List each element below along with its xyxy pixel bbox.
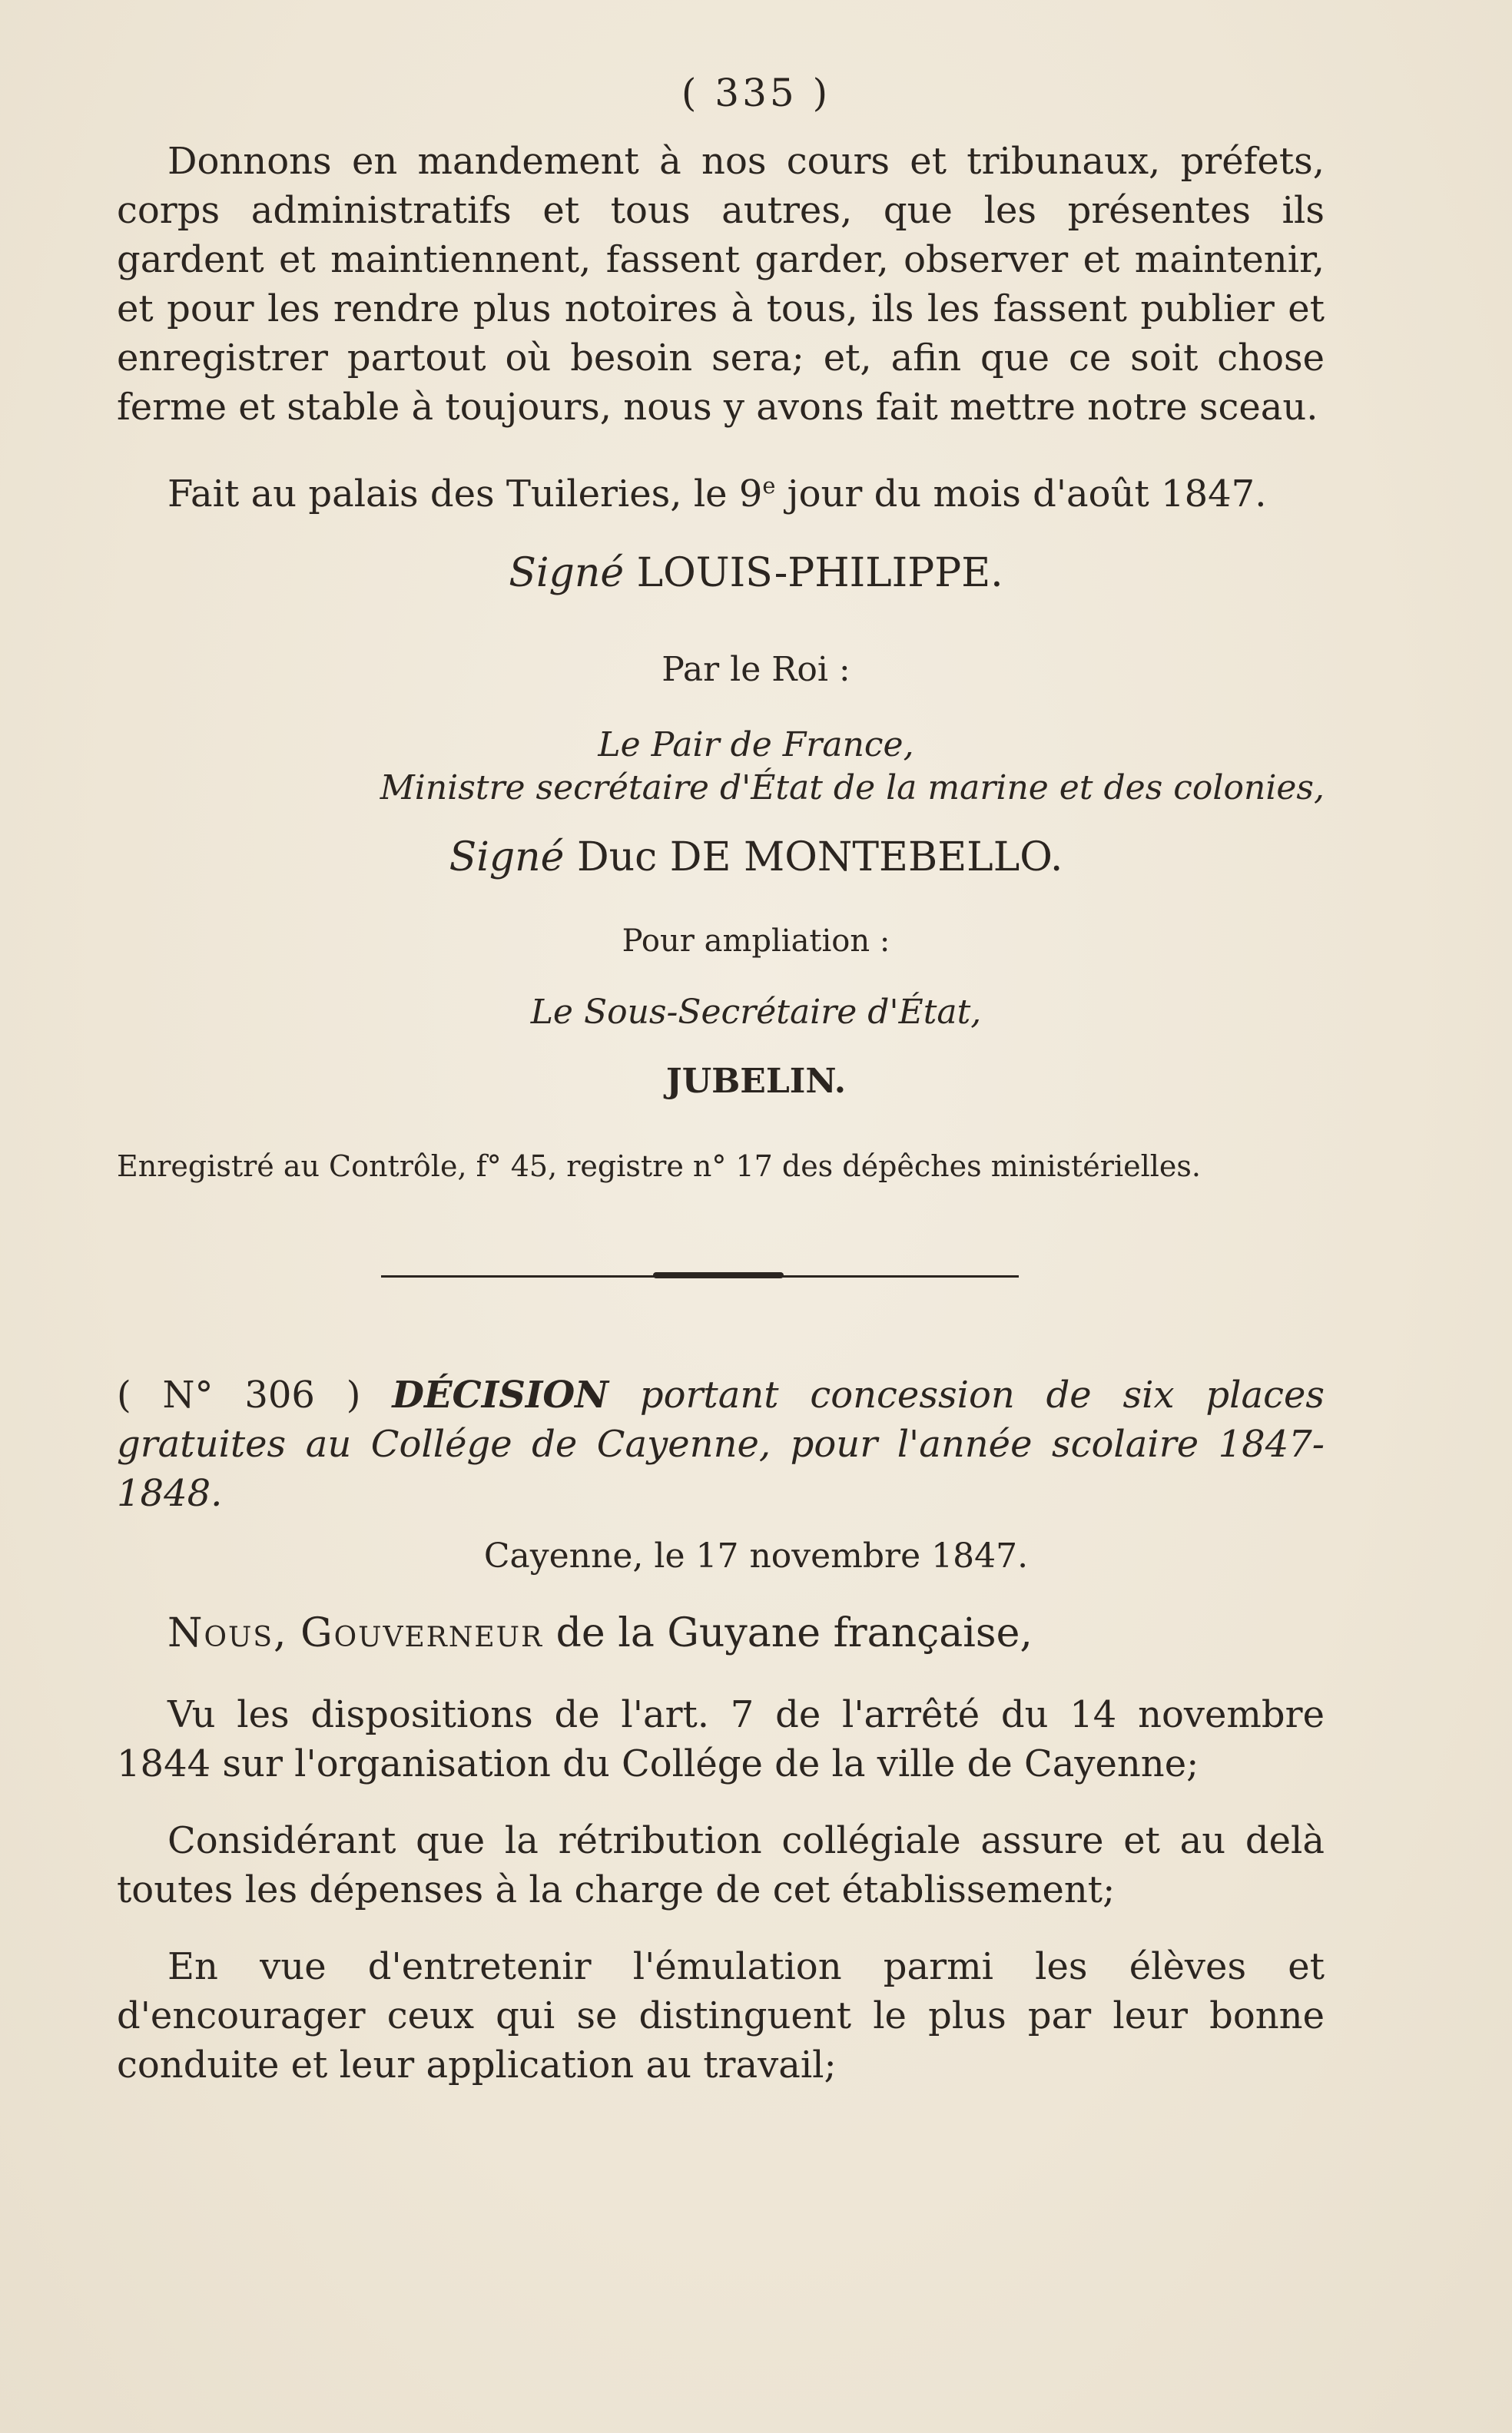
decision-place-date: Cayenne, le 17 novembre 1847. [483, 1536, 1029, 1576]
decision-heading: ( N° 306 ) DÉCISION portant concession de six places gratuites au Collége de Cayenne, pour l'année scolaire 1847-1848. [117, 1374, 1325, 1515]
mandate-paragraph: Donnons en mandement à nos cours et tribunaux, préfets, corps administratifs et tous autres, que les présentes ils gardent et maintiennent, fassent garder, observer et maintenir, et pour les rendre plus notoires à tous, ils les fassent publier et enregistrer partout où besoin sera; et, afin que ce soit chose ferme et stable à toujours, nous y avons fait mettre notre sceau. [117, 140, 1325, 429]
pair-de-france: Le Pair de France, [598, 725, 914, 764]
section-divider-ornament [653, 1272, 784, 1278]
pour-ampliation: Pour ampliation : [622, 923, 890, 959]
registration-note: Enregistré au Contrôle, f° 45, registre n° 17 des dépêches ministérielles. [117, 1149, 1201, 1183]
vu-paragraph: Vu les dispositions de l'art. 7 de l'arrêté du 14 novembre 1844 sur l'organisation du Collége de la ville de Cayenne; [117, 1693, 1325, 1785]
par-le-roi: Par le Roi : [662, 650, 850, 689]
ministre-title: Ministre secrétaire d'État de la marine et des colonies, [380, 768, 1325, 807]
page-number: ( 335 ) [681, 71, 831, 115]
king-signature: Signé LOUIS-PHILIPPE. [509, 550, 1003, 596]
sous-secretaire: Le Sous-Secrétaire d'État, [530, 993, 982, 1032]
considerant-paragraph: Considérant que la rétribution collégiale assure et au delà toutes les dépenses à la charge de cet établissement; [117, 1819, 1325, 1911]
nous-gouverneur: Nous, Gouverneur de la Guyane française, [167, 1610, 1033, 1656]
signing-place-date: Fait au palais des Tuileries, le 9e jour du mois d'août 1847. [167, 472, 1267, 515]
en-vue-paragraph: En vue d'entretenir l'émulation parmi les élèves et d'encourager ceux qui se distinguent le plus par leur bonne conduite et leur application au travail; [117, 1945, 1325, 2087]
montebello-signature: Signé Duc DE MONTEBELLO. [449, 834, 1063, 880]
jubelin-signature: JUBELIN. [665, 1062, 847, 1101]
